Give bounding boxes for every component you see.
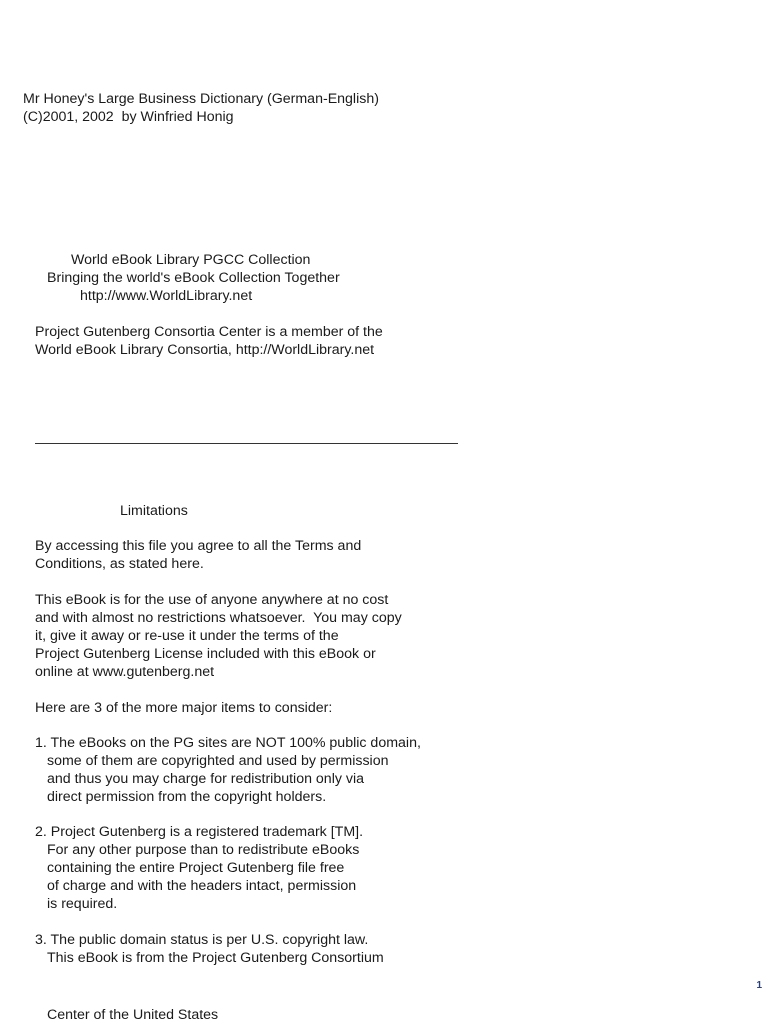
items-intro: Here are 3 of the more major items to consider: (35, 700, 333, 716)
copyright-line: (C)2001, 2002 by Winfried Honig (23, 109, 234, 125)
member-line-2: World eBook Library Consortia, http://WorldLibrary.net (35, 342, 375, 358)
item2-line-4: of charge and with the headers intact, permission (47, 878, 357, 894)
item1-line-4: direct permission from the copyright holders. (47, 789, 327, 805)
item2-line-2: For any other purpose than to redistribute eBooks (47, 842, 360, 858)
item2-line-5: is required. (47, 896, 118, 912)
usage-line-1: This eBook is for the use of anyone anywhere at no cost (35, 592, 389, 608)
page-number: 1 (756, 980, 762, 991)
divider-rule (35, 443, 458, 444)
item2-line-1: 2. Project Gutenberg is a registered trademark [TM]. (35, 824, 364, 840)
library-url: http://www.WorldLibrary.net (80, 288, 253, 304)
terms-line-1: By accessing this file you agree to all the Terms and (35, 538, 362, 554)
usage-line-3: it, give it away or re-use it under the terms of the (35, 628, 339, 644)
member-line-1: Project Gutenberg Consortia Center is a member of the (35, 324, 383, 340)
limitations-heading: Limitations (120, 503, 188, 519)
item3-line-1: 3. The public domain status is per U.S. copyright law. (35, 932, 369, 948)
item2-line-3: containing the entire Project Gutenberg file free (47, 860, 345, 876)
collection-tagline: Bringing the world's eBook Collection Together (47, 270, 340, 286)
item1-line-3: and thus you may charge for redistribution only via (47, 771, 365, 787)
usage-line-5: online at www.gutenberg.net (35, 664, 215, 680)
title-line: Mr Honey's Large Business Dictionary (German-English) (23, 91, 379, 107)
item3-line-2: This eBook is from the Project Gutenberg Consortium (47, 950, 384, 966)
collection-name: World eBook Library PGCC Collection (71, 252, 311, 268)
item1-line-2: some of them are copyrighted and used by permission (47, 753, 389, 769)
item3-line-3: Center of the United States (47, 1007, 219, 1023)
terms-line-2: Conditions, as stated here. (35, 556, 204, 572)
usage-line-4: Project Gutenberg License included with this eBook or (35, 646, 376, 662)
item1-line-1: 1. The eBooks on the PG sites are NOT 100% public domain, (35, 735, 421, 751)
usage-line-2: and with almost no restrictions whatsoever. You may copy (35, 610, 402, 626)
